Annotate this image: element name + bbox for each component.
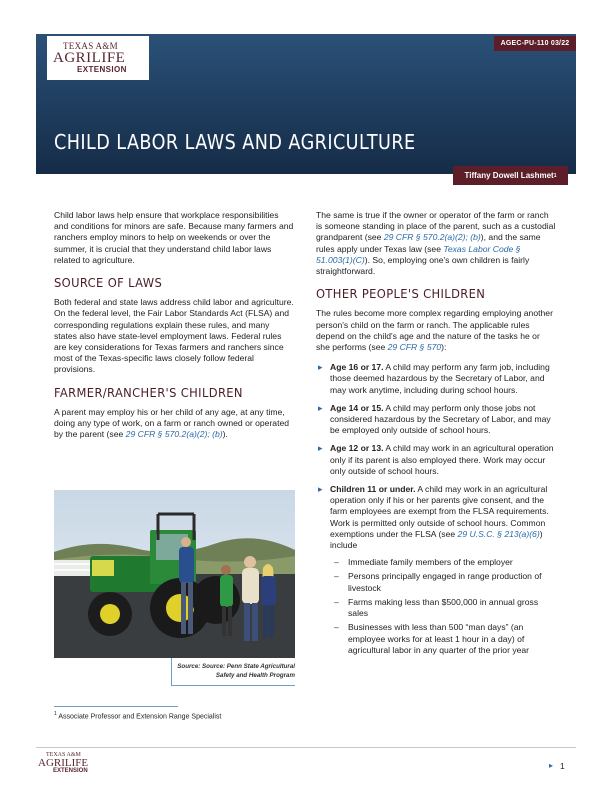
heading-other-children: OTHER PEOPLE'S CHILDREN — [316, 286, 486, 302]
footer-logo-line2: AGRILIFE — [38, 757, 89, 769]
author-name: Tiffany Dowell Lashmet — [464, 171, 554, 180]
list-item: – Persons principally engaged in range production of livestock — [330, 571, 556, 593]
footnote-mark: 1 — [54, 711, 57, 717]
cfr-link-570-2b[interactable]: 29 CFR § 570.2(a)(2); (b) — [383, 232, 481, 243]
author-footnote-mark: 1 — [553, 172, 557, 179]
age-rules-list — [316, 362, 556, 656]
other-children-paragraph — [316, 308, 556, 353]
list-item: – Businesses with less than 500 “man days” (an employee works for at least 1 hour in a day) of agricultural labor in any quarter of the prior year — [330, 622, 556, 656]
footer-logo-line3: EXTENSION — [53, 768, 88, 774]
list-item — [316, 362, 556, 396]
bullet-lead: Age 12 or 13. — [330, 443, 384, 454]
footer-logo — [38, 752, 108, 782]
bullet-text: A child may perform any farm job, including those deemed hazardous by the Secretary of Labor, and may work anytime, including during school hours. — [330, 362, 550, 395]
list-item: – Immediate family members of the employer — [330, 557, 556, 568]
intro-paragraph: Child labor laws help ensure that workplace responsibilities and conditions for minors are safe. Because many farmers and ranchers employ minors to help on weekends or over the summer, it is crucial that they understand child labor laws related to agriculture. — [54, 210, 294, 265]
bullet-lead: Age 14 or 15. — [330, 402, 384, 413]
caption-rule-vertical — [171, 658, 172, 686]
bullet-text-end: ) include — [330, 528, 543, 551]
left-column — [54, 210, 294, 451]
logo-line2: AGRILIFE — [53, 50, 126, 66]
footnote — [54, 711, 221, 720]
exemptions-list — [330, 557, 556, 656]
tractor-photo — [54, 490, 295, 658]
page-arrow-icon: ▸ — [549, 761, 554, 770]
footer-logo-line1: TEXAS A&M — [46, 752, 81, 758]
caption-rule-horizontal — [171, 685, 295, 686]
usc-link-213[interactable]: 29 U.S.C. § 213(a)(6) — [457, 528, 540, 539]
bullet-text: A child may work in an agricultural operation only if his or her parents give consent, and the farm employees are exempt from the FLSA requirements. Work is permitted only outside of school hours. Common exemptions under the FLSA (see — [330, 484, 549, 539]
right-column — [316, 210, 556, 663]
photo-caption: Source: Source: Penn State Agricultural Safety and Health Program — [177, 663, 295, 679]
logo-line1: TEXAS A&M — [63, 41, 118, 51]
publication-id: AGEC-PU-110 03/22 — [494, 36, 576, 51]
same-text-a: The same is true if the owner or operator of the farm or ranch is someone standing in place of the parent, such as a custodial grandparent (see — [316, 210, 556, 243]
list-item: – Farms making less than $500,000 in annual gross sales — [330, 597, 556, 619]
footer-rule — [36, 747, 576, 748]
same-rules-paragraph — [316, 210, 556, 277]
list-item — [316, 403, 556, 437]
bullet-text: A child may perform only those jobs not considered hazardous by the Secretary of Labor, and may be employed only outside of school hours. — [330, 402, 551, 436]
farmer-children-text-b: ). — [222, 429, 228, 440]
other-text-b: ): — [441, 342, 447, 353]
same-text-b: ), and the same rules apply under Texas law (see — [316, 232, 541, 254]
list-item — [316, 443, 556, 477]
logo-line3: EXTENSION — [77, 65, 127, 74]
footnote-rule — [54, 706, 178, 707]
cfr-link-570-2[interactable]: 29 CFR § 570.2(a)(2); (b) — [125, 429, 223, 440]
footnote-text: Associate Professor and Extension Range Specialist — [56, 713, 222, 721]
farmer-children-paragraph — [54, 407, 294, 441]
bullet-lead: Age 16 or 17. — [330, 362, 384, 373]
photo-figure — [54, 490, 295, 686]
other-text-a: The rules become more complex regarding employing another person's child on the farm or ranch. The applicable rules depend on the child's age and the nature of the tasks he or she performs (see — [316, 308, 553, 353]
texas-labor-code-link[interactable]: Texas Labor Code § 51.003(1)(C) — [316, 243, 521, 265]
agrilife-logo — [47, 36, 149, 80]
list-item — [316, 484, 556, 656]
page-number: 1 — [560, 761, 565, 771]
same-text-c: ). So, employing one's own children is fairly straightforward. — [316, 254, 530, 277]
author-badge — [453, 166, 568, 185]
heading-farmer-children: FARMER/RANCHER'S CHILDREN — [54, 384, 243, 400]
heading-source-of-laws: SOURCE OF LAWS — [54, 275, 163, 291]
page-title: CHILD LABOR LAWS AND AGRICULTURE — [54, 130, 416, 154]
bullet-text: A child may work in an agricultural operation only if its parent is also employed there. Work may occur only outside of school hours. — [330, 443, 554, 476]
cfr-link-570[interactable]: 29 CFR § 570 — [387, 342, 442, 353]
farmer-children-text-a: A parent may employ his or her child of any age, at any time, doing any type of work, on a farm or ranch owned or operated by the parent (see — [54, 406, 290, 440]
bullet-lead: Children 11 or under. — [330, 484, 416, 495]
source-paragraph: Both federal and state laws address child labor and agriculture. On the federal level, the Fair Labor Standards Act (FLSA) and corresponding regulations explain these rules, and many states also have state-level employment laws. Federal rules are key considerations for Texas farmers and ranchers since most of the Texas-specific laws closely follow federal provisions. — [54, 297, 294, 375]
